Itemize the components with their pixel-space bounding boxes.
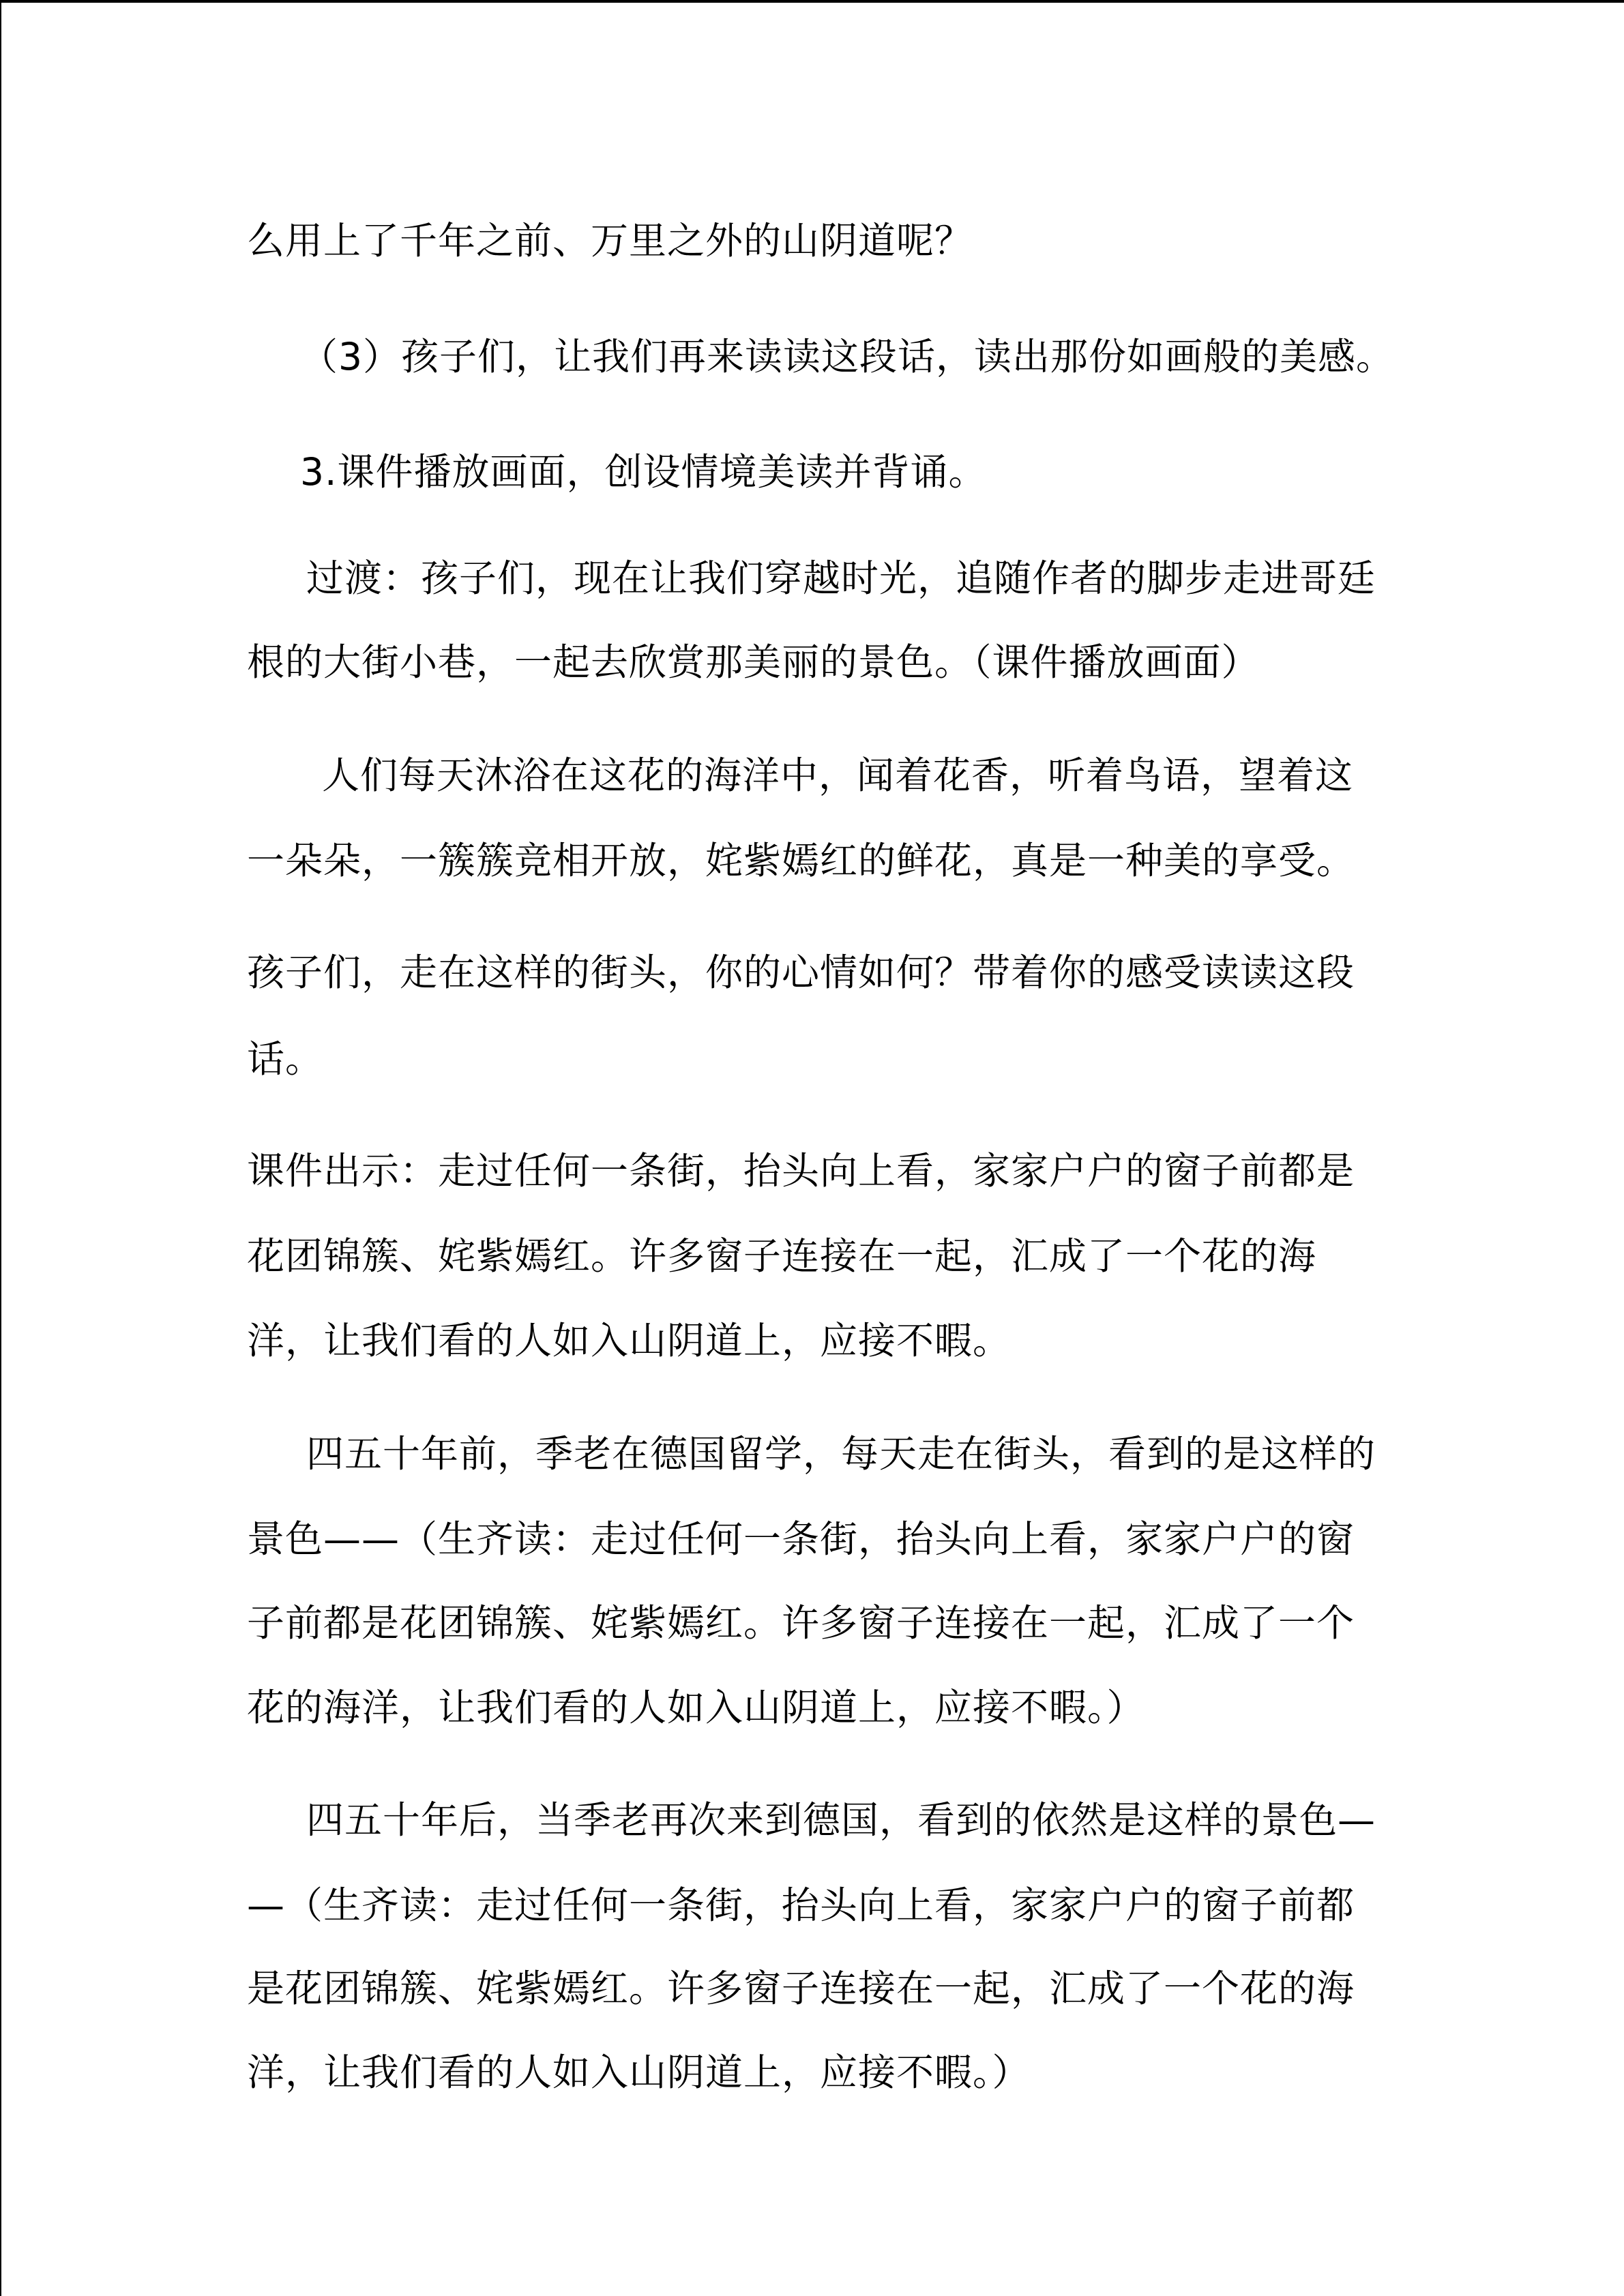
text-line: 过渡：孩子们，现在让我们穿越时光，追随作者的脚步走进哥廷	[306, 556, 1376, 600]
text-line: 景色——（生齐读：走过任何一条街，抬头向上看，家家户户的窗	[247, 1517, 1355, 1561]
text-line: 孩子们，走在这样的街头，你的心情如何？带着你的感受读读这段	[247, 951, 1355, 994]
text-line: 么用上了千年之前、万里之外的山阴道呢？	[247, 219, 973, 263]
text-line: 话。	[247, 1037, 324, 1081]
text-line: 四五十年前，季老在德国留学，每天走在街头，看到的是这样的	[306, 1432, 1376, 1476]
text-line: —（生齐读：走过任何一条街，抬头向上看，家家户户的窗子前都	[247, 1883, 1355, 1927]
text-line: 3.课件播放画面，创设情境美读并背诵。	[300, 450, 987, 494]
text-line: 花的海洋，让我们看的人如入山阴道上，应接不暇。）	[247, 1686, 1145, 1729]
text-line: 根的大街小巷，一起去欣赏那美丽的景色。（课件播放画面）	[247, 640, 1260, 684]
text-line: 是花团锦簇、姹紫嫣红。许多窗子连接在一起，汇成了一个花的海	[247, 1967, 1355, 2010]
text-line: 课件出示：走过任何一条街，抬头向上看，家家户户的窗子前都是	[247, 1149, 1355, 1193]
text-line: 花团锦簇、姹紫嫣红。许多窗子连接在一起，汇成了一个花的海	[247, 1234, 1317, 1278]
text-line: 洋，让我们看的人如入山阴道上，应接不暇。）	[247, 2051, 1031, 2094]
text-line: 子前都是花团锦簇、姹紫嫣红。许多窗子连接在一起，汇成了一个	[247, 1601, 1355, 1645]
text-line: 一朵朵，一簇簇竞相开放，姹紫嫣红的鲜花，真是一种美的享受。	[247, 839, 1355, 882]
text-line: 四五十年后，当季老再次来到德国，看到的依然是这样的景色—	[306, 1798, 1376, 1842]
text-line: 洋，让我们看的人如入山阴道上，应接不暇。	[247, 1319, 1012, 1362]
text-line: 人们每天沐浴在这花的海洋中，闻着花香，听着鸟语，望着这	[322, 754, 1354, 797]
text-line: （3）孩子们，让我们再来读读这段话，读出那份如画般的美感。	[300, 335, 1394, 378]
